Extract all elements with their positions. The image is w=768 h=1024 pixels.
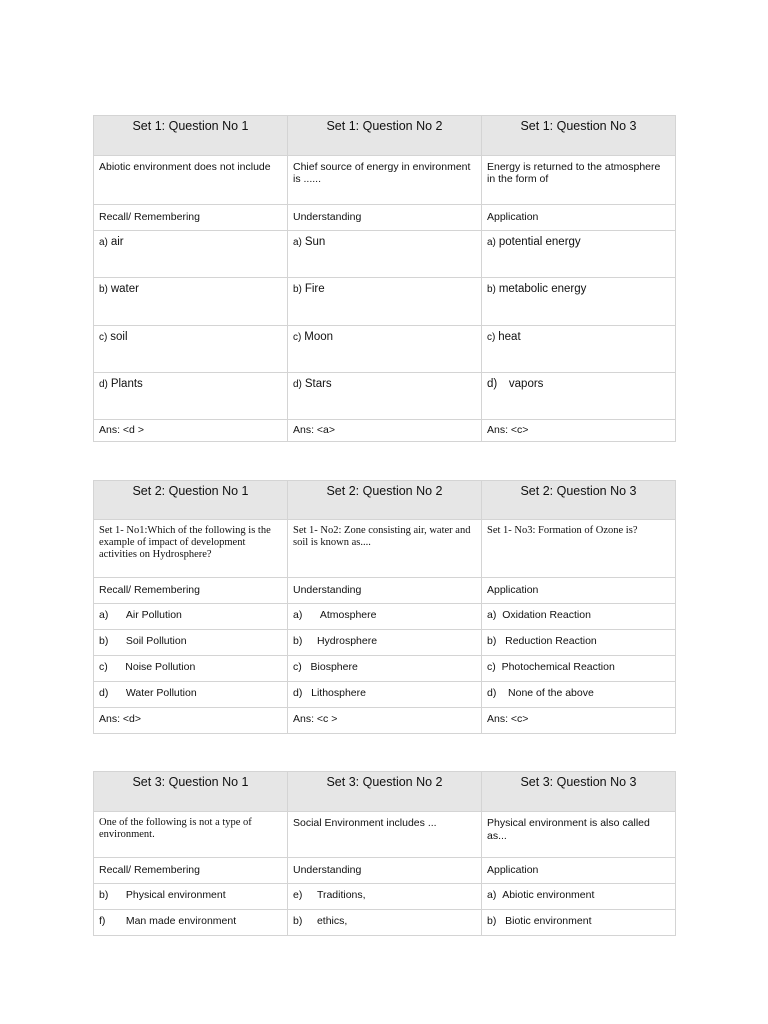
set1-option-b-q2: b) Fire: [288, 278, 482, 326]
set1-question-2: Chief source of energy in environment is ......: [288, 156, 482, 205]
set2-level-2: Understanding: [288, 578, 482, 604]
set1-option-a-q2: a) Sun: [288, 231, 482, 278]
set1-header-q1: Set 1: Question No 1: [94, 116, 288, 156]
set1-answer-1: Ans: <d >: [94, 420, 288, 442]
set1-option-b-q1: b) water: [94, 278, 288, 326]
set1-level-3: Application: [482, 205, 676, 231]
set2-option-b-q1: b) Soil Pollution: [94, 630, 288, 656]
set2-question-2: Set 1- No2: Zone consisting air, water and soil is known as....: [288, 520, 482, 578]
set2-table: [93, 480, 676, 734]
set2-option-a-q2: a) Atmosphere: [288, 604, 482, 630]
set1-answer-3: Ans: <c>: [482, 420, 676, 442]
set3-level-2: Understanding: [288, 858, 482, 884]
set1-answer-2: Ans: <a>: [288, 420, 482, 442]
set3-option-1-q1: b) Physical environment: [94, 884, 288, 910]
set1-level-1: Recall/ Remembering: [94, 205, 288, 231]
set2-header-q2: Set 2: Question No 2: [288, 481, 482, 520]
set2-option-d-q3: d) None of the above: [482, 682, 676, 708]
set3-option-1-q3: a) Abiotic environment: [482, 884, 676, 910]
set2-option-d-q2: d) Lithosphere: [288, 682, 482, 708]
set3-level-3: Application: [482, 858, 676, 884]
set2-header-q3: Set 2: Question No 3: [482, 481, 676, 520]
set1-option-c-q3: c) heat: [482, 326, 676, 373]
set2-option-a-q1: a) Air Pollution: [94, 604, 288, 630]
set1-option-b-q3: b) metabolic energy: [482, 278, 676, 326]
set1-level-2: Understanding: [288, 205, 482, 231]
set1-option-a-q3: a) potential energy: [482, 231, 676, 278]
set1-option-c-q1: c) soil: [94, 326, 288, 373]
set1-option-c-q2: c) Moon: [288, 326, 482, 373]
set3-option-2-q3: b) Biotic environment: [482, 910, 676, 936]
set1-question-1: Abiotic environment does not include: [94, 156, 288, 205]
set1-option-d-q3: d) vapors: [482, 373, 676, 420]
set3-header-q2: Set 3: Question No 2: [288, 772, 482, 812]
set1-option-d-q2: d) Stars: [288, 373, 482, 420]
set2-level-1: Recall/ Remembering: [94, 578, 288, 604]
set3-header-q3: Set 3: Question No 3: [482, 772, 676, 812]
set3-question-3: Physical environment is also called as...: [482, 812, 676, 858]
set2-header-q1: Set 2: Question No 1: [94, 481, 288, 520]
set2-answer-3: Ans: <c>: [482, 708, 676, 734]
set1-header-q2: Set 1: Question No 2: [288, 116, 482, 156]
set2-answer-2: Ans: <c >: [288, 708, 482, 734]
set3-option-1-q2: e) Traditions,: [288, 884, 482, 910]
set2-option-c-q2: c) Biosphere: [288, 656, 482, 682]
set1-question-3: Energy is returned to the atmosphere in the form of: [482, 156, 676, 205]
set3-level-1: Recall/ Remembering: [94, 858, 288, 884]
set2-answer-1: Ans: <d>: [94, 708, 288, 734]
set2-level-3: Application: [482, 578, 676, 604]
set2-option-a-q3: a) Oxidation Reaction: [482, 604, 676, 630]
set2-option-b-q3: b) Reduction Reaction: [482, 630, 676, 656]
set2-option-c-q3: c) Photochemical Reaction: [482, 656, 676, 682]
set3-option-2-q1: f) Man made environment: [94, 910, 288, 936]
set2-option-d-q1: d) Water Pollution: [94, 682, 288, 708]
set1-option-a-q1: a) air: [94, 231, 288, 278]
set1-header-q3: Set 1: Question No 3: [482, 116, 676, 156]
set2-question-3: Set 1- No3: Formation of Ozone is?: [482, 520, 676, 578]
set2-option-b-q2: b) Hydrosphere: [288, 630, 482, 656]
set3-option-2-q2: b) ethics,: [288, 910, 482, 936]
set3-table: [93, 771, 676, 936]
set3-header-q1: Set 3: Question No 1: [94, 772, 288, 812]
set2-option-c-q1: c) Noise Pollution: [94, 656, 288, 682]
set3-question-2: Social Environment includes ...: [288, 812, 482, 858]
set1-option-d-q1: d) Plants: [94, 373, 288, 420]
set2-question-1: Set 1- No1:Which of the following is the example of impact of development activities on Hydrosphere?: [94, 520, 288, 578]
set3-question-1: One of the following is not a type of environment.: [94, 812, 288, 858]
set1-table: [93, 115, 676, 442]
